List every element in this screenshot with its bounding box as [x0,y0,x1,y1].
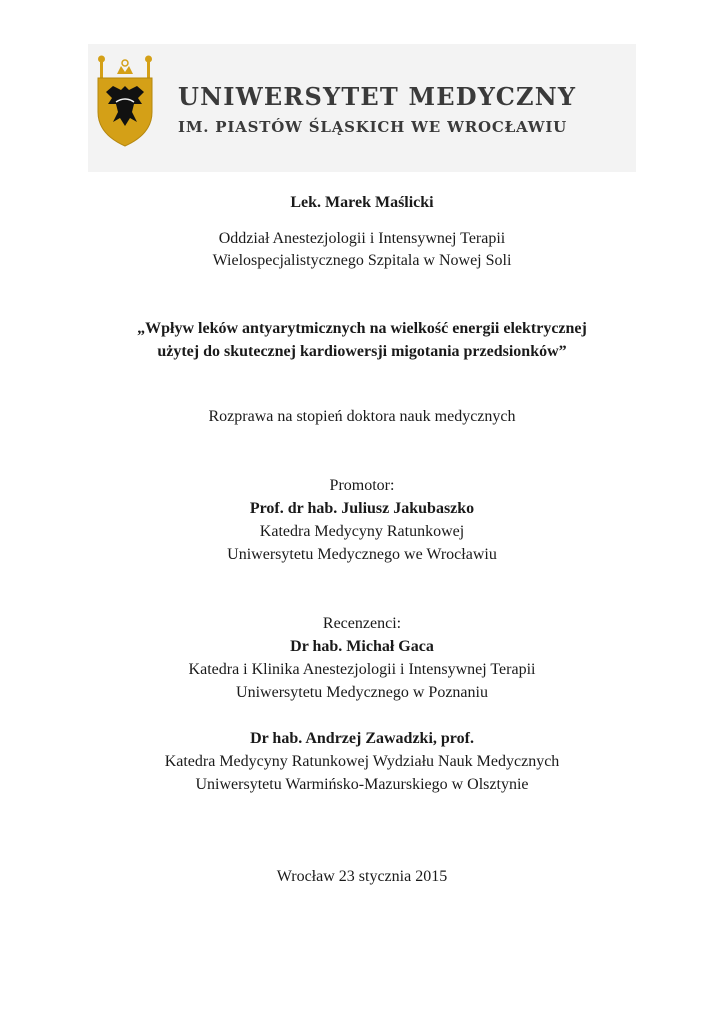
author-name: Lek. Marek Maślicki [290,194,434,211]
promotor-dept-line2: Uniwersytetu Medycznego we Wrocławiu [227,546,497,563]
university-crest-eagle-icon [92,54,158,148]
university-subtitle: IM. PIASTÓW ŚLĄSKICH WE WROCŁAWIU [178,118,568,136]
promotor-label: Promotor: [329,477,395,494]
promotor-name: Prof. dr hab. Juliusz Jakubaszko [249,500,475,517]
university-name: UNIWERSYTET MEDYCZNY [178,82,577,111]
thesis-degree: Rozprawa na stopień doktora nauk medycznych [208,408,516,425]
reviewer-2-dept-line1: Katedra Medycyny Ratunkowej Wydziału Nauk Medycznych [164,753,560,770]
university-header [88,44,636,172]
reviewer-2-name: Dr hab. Andrzej Zawadzki, prof. [250,730,474,747]
place-date: Wrocław 23 stycznia 2015 [276,868,448,885]
reviewer-1-dept-line1: Katedra i Klinika Anestezjologii i Intensywnej Terapii [188,661,536,678]
reviewer-1-name: Dr hab. Michał Gaca [290,638,434,655]
author-affiliation-line2: Wielospecjalistycznego Szpitala w Nowej Soli [212,252,512,269]
reviewer-2-dept-line2: Uniwersytetu Warmińsko-Mazurskiego w Olsztynie [195,776,529,793]
thesis-title-line1: „Wpływ leków antyarytmicznych na wielkość energii elektrycznej [137,320,587,337]
thesis-title-line2: użytej do skutecznej kardiowersji migotania przedsionków” [157,343,567,360]
author-affiliation-line1: Oddział Anestezjologii i Intensywnej Terapii [218,230,506,247]
promotor-dept-line1: Katedra Medycyny Ratunkowej [259,523,465,540]
reviewers-label: Recenzenci: [322,615,402,632]
reviewer-1-dept-line2: Uniwersytetu Medycznego w Poznaniu [236,684,488,701]
